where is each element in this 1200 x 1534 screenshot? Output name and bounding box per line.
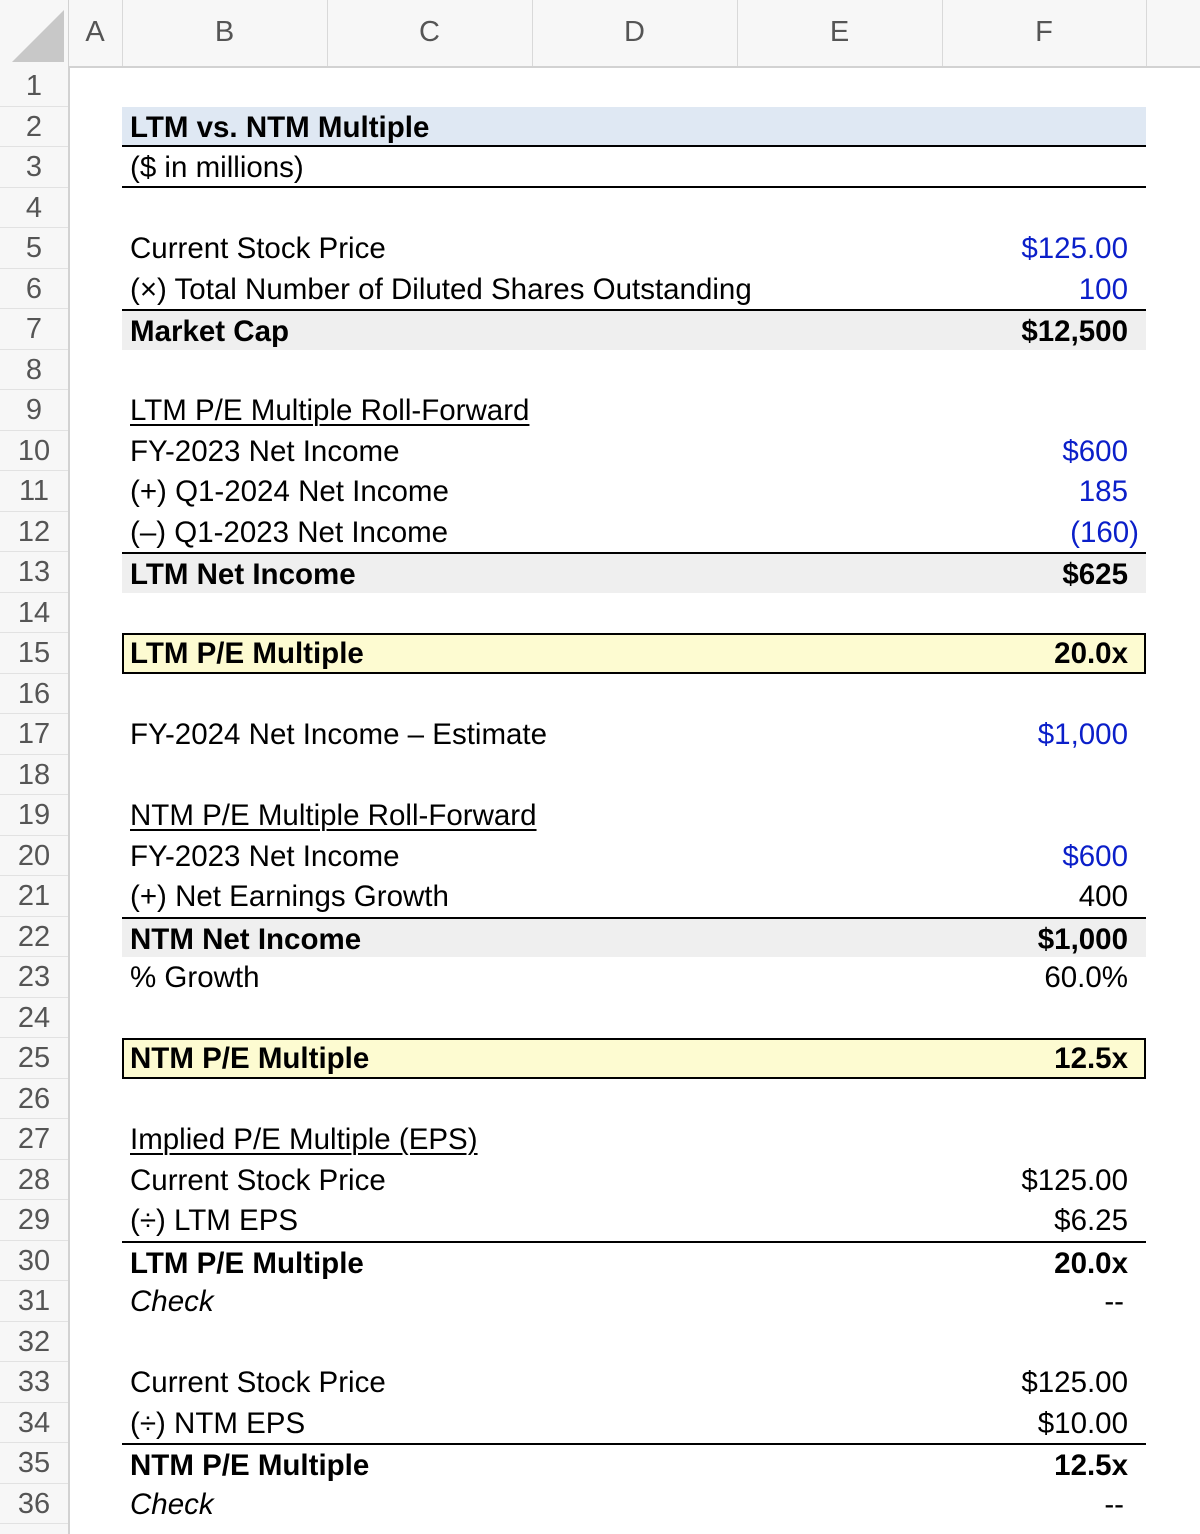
row-header[interactable]: 32 [0, 1322, 68, 1363]
market-cap-label: Market Cap [130, 315, 290, 348]
row-header[interactable]: 26 [0, 1079, 68, 1120]
stock-price-label: Current Stock Price [130, 232, 386, 265]
ntm-growth-label: (+) Net Earnings Growth [130, 880, 449, 913]
ltm-eps-label: (÷) LTM EPS [130, 1204, 299, 1237]
sheet-title: LTM vs. NTM Multiple [130, 110, 430, 144]
row-header[interactable]: 34 [0, 1403, 68, 1444]
row-header[interactable]: 2 [0, 107, 68, 148]
row-header[interactable]: 18 [0, 755, 68, 796]
column-header-b[interactable]: B [122, 0, 328, 66]
row-header[interactable]: 25 [0, 1038, 68, 1079]
row-header[interactable]: 17 [0, 714, 68, 755]
row-header[interactable]: 28 [0, 1160, 68, 1201]
ltm-pe-multiple-row[interactable] [122, 633, 1146, 674]
ntm-rollforward-heading: NTM P/E Multiple Roll-Forward [130, 799, 537, 832]
pct-growth-row[interactable] [122, 957, 1146, 998]
implied-ntm-multiple-row[interactable] [122, 1443, 1146, 1484]
implied-ltm-price-value: $125.00 [1021, 1163, 1128, 1197]
stock-price-row[interactable] [122, 228, 1146, 269]
column-header-a[interactable]: A [68, 0, 123, 66]
row-header[interactable]: 5 [0, 228, 68, 269]
fy2024-estimate-label: FY-2024 Net Income – Estimate [130, 718, 548, 751]
select-all-corner[interactable] [0, 0, 69, 66]
row-header[interactable]: 27 [0, 1119, 68, 1160]
ntm-fy2023-row[interactable] [122, 836, 1146, 877]
ltm-eps-value: $6.25 [1054, 1204, 1128, 1237]
ltm-check-row[interactable] [122, 1281, 1146, 1322]
row-header[interactable]: 33 [0, 1362, 68, 1403]
stock-price-value: $125.00 [1021, 232, 1128, 265]
ntm-fy2023-label: FY-2023 Net Income [130, 839, 400, 873]
ntm-fy2023-value: $600 [1062, 839, 1128, 873]
row-header[interactable]: 22 [0, 917, 68, 958]
row-header[interactable]: 3 [0, 147, 68, 188]
ltm-q1-2024-label: (+) Q1-2024 Net Income [130, 475, 449, 508]
row-header[interactable]: 20 [0, 836, 68, 877]
row-header[interactable]: 36 [0, 1484, 68, 1525]
diluted-shares-value: 100 [1078, 272, 1128, 306]
row-header[interactable]: 11 [0, 471, 68, 512]
row-header[interactable]: 12 [0, 512, 68, 553]
ltm-fy2023-value: $600 [1062, 434, 1128, 468]
row-header-bar [0, 66, 70, 1534]
ltm-q1-2024-row[interactable] [122, 471, 1146, 512]
ntm-eps-value: $10.00 [1037, 1406, 1128, 1440]
ltm-net-income-label: LTM Net Income [130, 558, 356, 591]
ntm-net-income-value: $1,000 [1037, 922, 1128, 956]
ntm-check-label: Check [130, 1487, 214, 1521]
subtitle-row[interactable] [122, 147, 1146, 188]
title-row[interactable] [122, 107, 1146, 148]
ntm-net-income-row[interactable] [122, 917, 1146, 958]
row-header[interactable]: 31 [0, 1281, 68, 1322]
column-header-e[interactable]: E [737, 0, 943, 66]
implied-ltm-price-row[interactable] [122, 1160, 1146, 1201]
implied-ntm-price-value: $125.00 [1021, 1366, 1128, 1399]
row-header[interactable]: 9 [0, 390, 68, 431]
row-header[interactable]: 21 [0, 876, 68, 917]
row-header[interactable]: 1 [0, 66, 68, 107]
ltm-fy2023-row[interactable] [122, 431, 1146, 472]
ltm-rollforward-heading: LTM P/E Multiple Roll-Forward [130, 394, 530, 427]
implied-ltm-price-label: Current Stock Price [130, 1163, 386, 1197]
ltm-q1-2023-value: (160) [1070, 515, 1139, 549]
ntm-pe-multiple-value: 12.5x [1054, 1042, 1128, 1075]
implied-ntm-multiple-label: NTM P/E Multiple [130, 1449, 370, 1482]
column-header-d[interactable]: D [532, 0, 738, 66]
implied-heading: Implied P/E Multiple (EPS) [130, 1123, 478, 1156]
ltm-net-income-value: $625 [1062, 558, 1128, 591]
ntm-check-row[interactable] [122, 1484, 1146, 1525]
implied-ntm-price-label: Current Stock Price [130, 1366, 386, 1399]
row-header[interactable]: 14 [0, 593, 68, 634]
row-header[interactable]: 19 [0, 795, 68, 836]
column-header-bar [0, 0, 1200, 68]
fy2024-estimate-value: $1,000 [1037, 718, 1128, 751]
ntm-growth-row[interactable] [122, 876, 1146, 917]
implied-heading-row[interactable] [122, 1119, 1146, 1160]
row-header[interactable]: 15 [0, 633, 68, 674]
ntm-eps-label: (÷) NTM EPS [130, 1406, 306, 1440]
ltm-q1-2024-value: 185 [1078, 475, 1128, 508]
select-all-icon [0, 0, 68, 66]
ltm-q1-2023-label: (–) Q1-2023 Net Income [130, 515, 449, 549]
pct-growth-value: 60.0% [1044, 961, 1128, 994]
row-header[interactable]: 35 [0, 1443, 68, 1484]
ltm-rollforward-heading-row[interactable] [122, 390, 1146, 431]
implied-ltm-multiple-row[interactable] [122, 1241, 1146, 1282]
row-header[interactable]: 8 [0, 350, 68, 391]
diluted-shares-label: (×) Total Number of Diluted Shares Outstanding [130, 272, 752, 306]
ltm-check-label: Check [130, 1285, 214, 1318]
units-note: ($ in millions) [130, 151, 304, 184]
ltm-net-income-row[interactable] [122, 552, 1146, 593]
ltm-pe-multiple-label: LTM P/E Multiple [130, 637, 364, 670]
ntm-check-value: -- [1104, 1487, 1124, 1521]
pct-growth-label: % Growth [130, 961, 260, 994]
ntm-growth-value: 400 [1078, 880, 1128, 913]
ltm-q1-2023-row[interactable] [122, 512, 1146, 553]
column-header-c[interactable]: C [327, 0, 533, 66]
row-header[interactable]: 16 [0, 674, 68, 715]
implied-ltm-multiple-label: LTM P/E Multiple [130, 1246, 364, 1280]
ntm-rollforward-heading-row[interactable] [122, 795, 1146, 836]
row-header[interactable]: 7 [0, 309, 68, 350]
row-header[interactable]: 4 [0, 188, 68, 229]
ntm-net-income-label: NTM Net Income [130, 922, 362, 956]
row-header[interactable]: 10 [0, 431, 68, 472]
row-header[interactable]: 23 [0, 957, 68, 998]
ltm-pe-multiple-value: 20.0x [1054, 637, 1128, 670]
row-header[interactable]: 24 [0, 998, 68, 1039]
fy2024-estimate-row[interactable] [122, 714, 1146, 755]
row-header[interactable]: 29 [0, 1200, 68, 1241]
ltm-check-value: -- [1104, 1285, 1124, 1318]
implied-ntm-multiple-value: 12.5x [1054, 1449, 1128, 1482]
row-header[interactable]: 30 [0, 1241, 68, 1282]
ntm-pe-multiple-row[interactable] [122, 1038, 1146, 1079]
ntm-pe-multiple-label: NTM P/E Multiple [130, 1042, 370, 1075]
ltm-fy2023-label: FY-2023 Net Income [130, 434, 400, 468]
row-header[interactable]: 6 [0, 269, 68, 310]
ntm-eps-row[interactable] [122, 1403, 1146, 1444]
row-header[interactable]: 13 [0, 552, 68, 593]
diluted-shares-row[interactable] [122, 269, 1146, 310]
column-header-f[interactable]: F [942, 0, 1147, 66]
market-cap-row[interactable] [122, 309, 1146, 350]
implied-ntm-price-row[interactable] [122, 1362, 1146, 1403]
ltm-eps-row[interactable] [122, 1200, 1146, 1241]
market-cap-value: $12,500 [1021, 315, 1128, 348]
implied-ltm-multiple-value: 20.0x [1054, 1246, 1128, 1280]
